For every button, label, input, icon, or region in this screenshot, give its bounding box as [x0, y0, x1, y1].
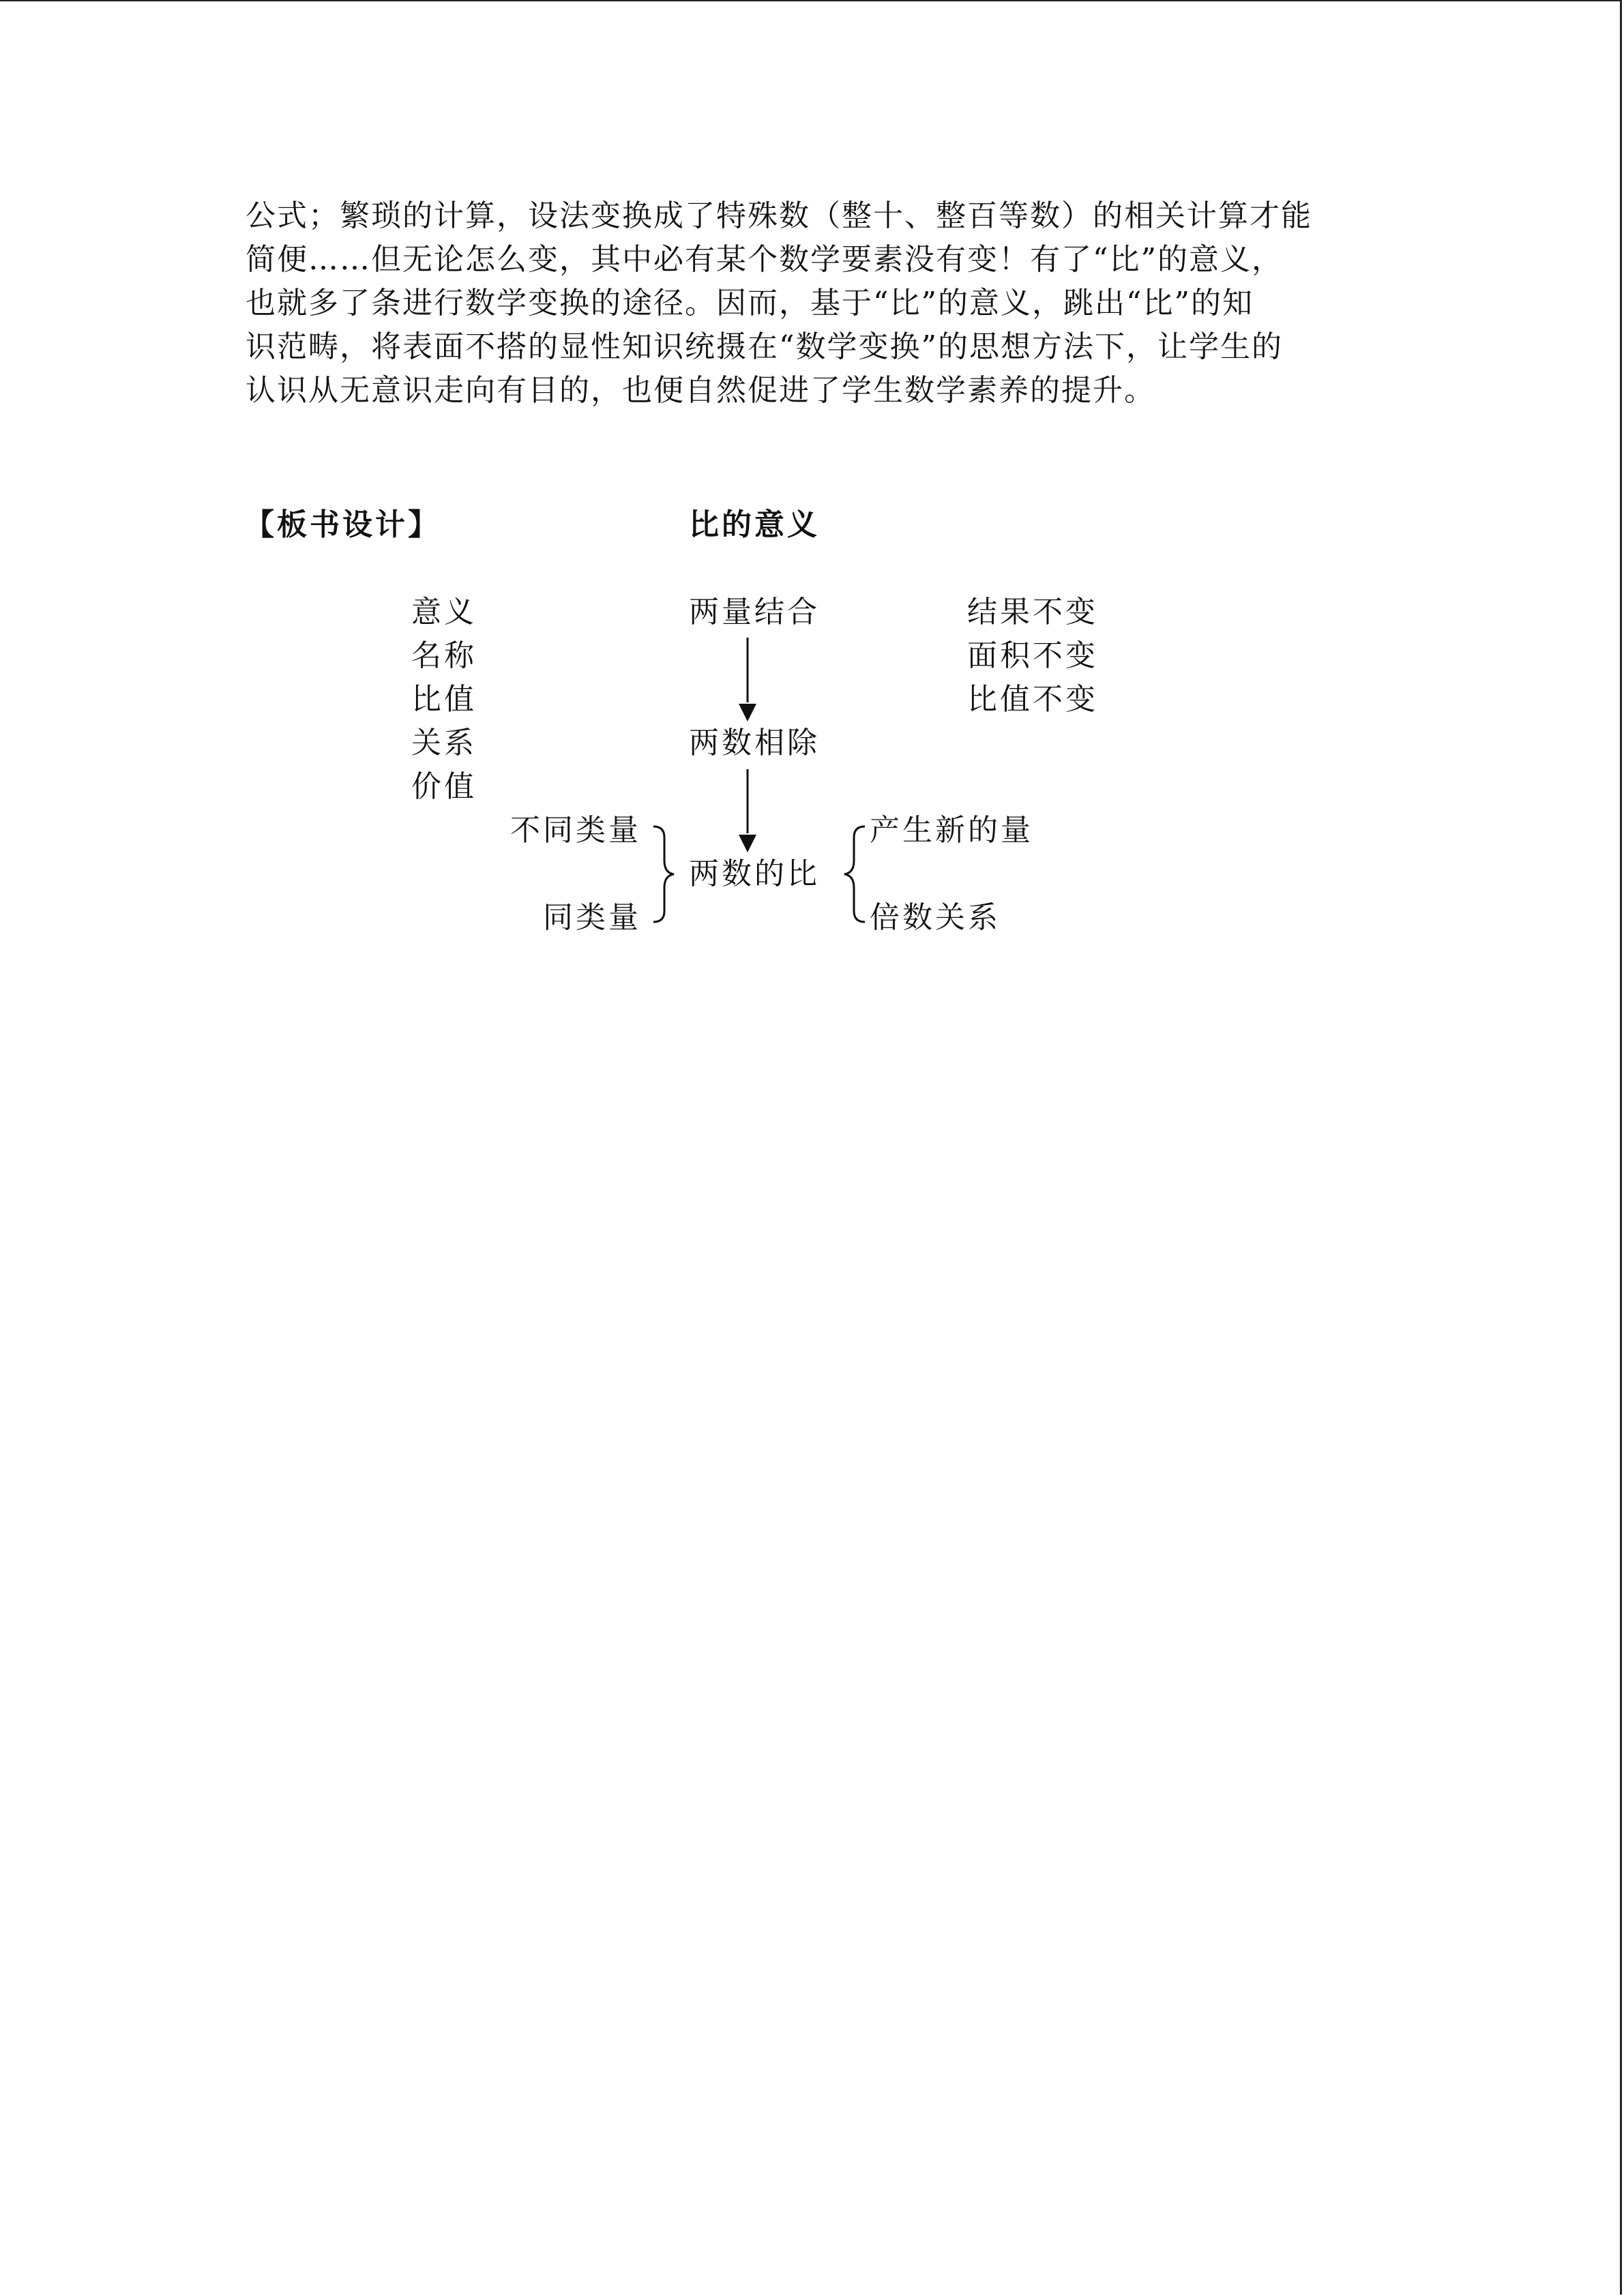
- flow-step-1: 两量结合: [689, 595, 820, 629]
- paragraph-line: 公式；繁琐的计算，设法变换成了特殊数（整十、整百等数）的相关计算才能: [246, 198, 1312, 233]
- left-list-item: 意义: [411, 595, 477, 629]
- paragraph-line: 也就多了条进行数学变换的途径。因而，基于“比”的意义，跳出“比”的知: [246, 286, 1254, 320]
- right-branch-item: 产生新的量: [870, 813, 1033, 848]
- board-heading: 【板书设计】: [244, 507, 441, 542]
- left-list-item: 价值: [411, 769, 477, 804]
- flow-step-2: 两数相除: [689, 726, 820, 760]
- right-list-item: 结果不变: [967, 595, 1098, 629]
- left-branch-item: 不同类量: [510, 813, 641, 848]
- left-list-item: 名称: [411, 638, 477, 673]
- right-branch-item: 倍数关系: [870, 900, 1001, 935]
- left-list-item: 关系: [411, 726, 477, 760]
- body-paragraph: [246, 194, 1364, 413]
- left-list-item: 比值: [411, 682, 477, 717]
- paragraph-line: 认识从无意识走向有目的，也便自然促进了学生数学素养的提升。: [246, 373, 1155, 408]
- left-branch-item: 同类量: [543, 900, 641, 935]
- right-list-item: 面积不变: [967, 638, 1098, 673]
- board-title: 比的意义: [689, 507, 820, 542]
- flow-step-3: 两数的比: [689, 856, 820, 891]
- paragraph-line: 简便……但无论怎么变，其中必有某个数学要素没有变！有了“比”的意义，: [246, 242, 1283, 277]
- paragraph-line: 识范畴，将表面不搭的显性知识统摄在“数学变换”的思想方法下，让学生的: [246, 329, 1283, 364]
- right-list-item: 比值不变: [967, 682, 1098, 717]
